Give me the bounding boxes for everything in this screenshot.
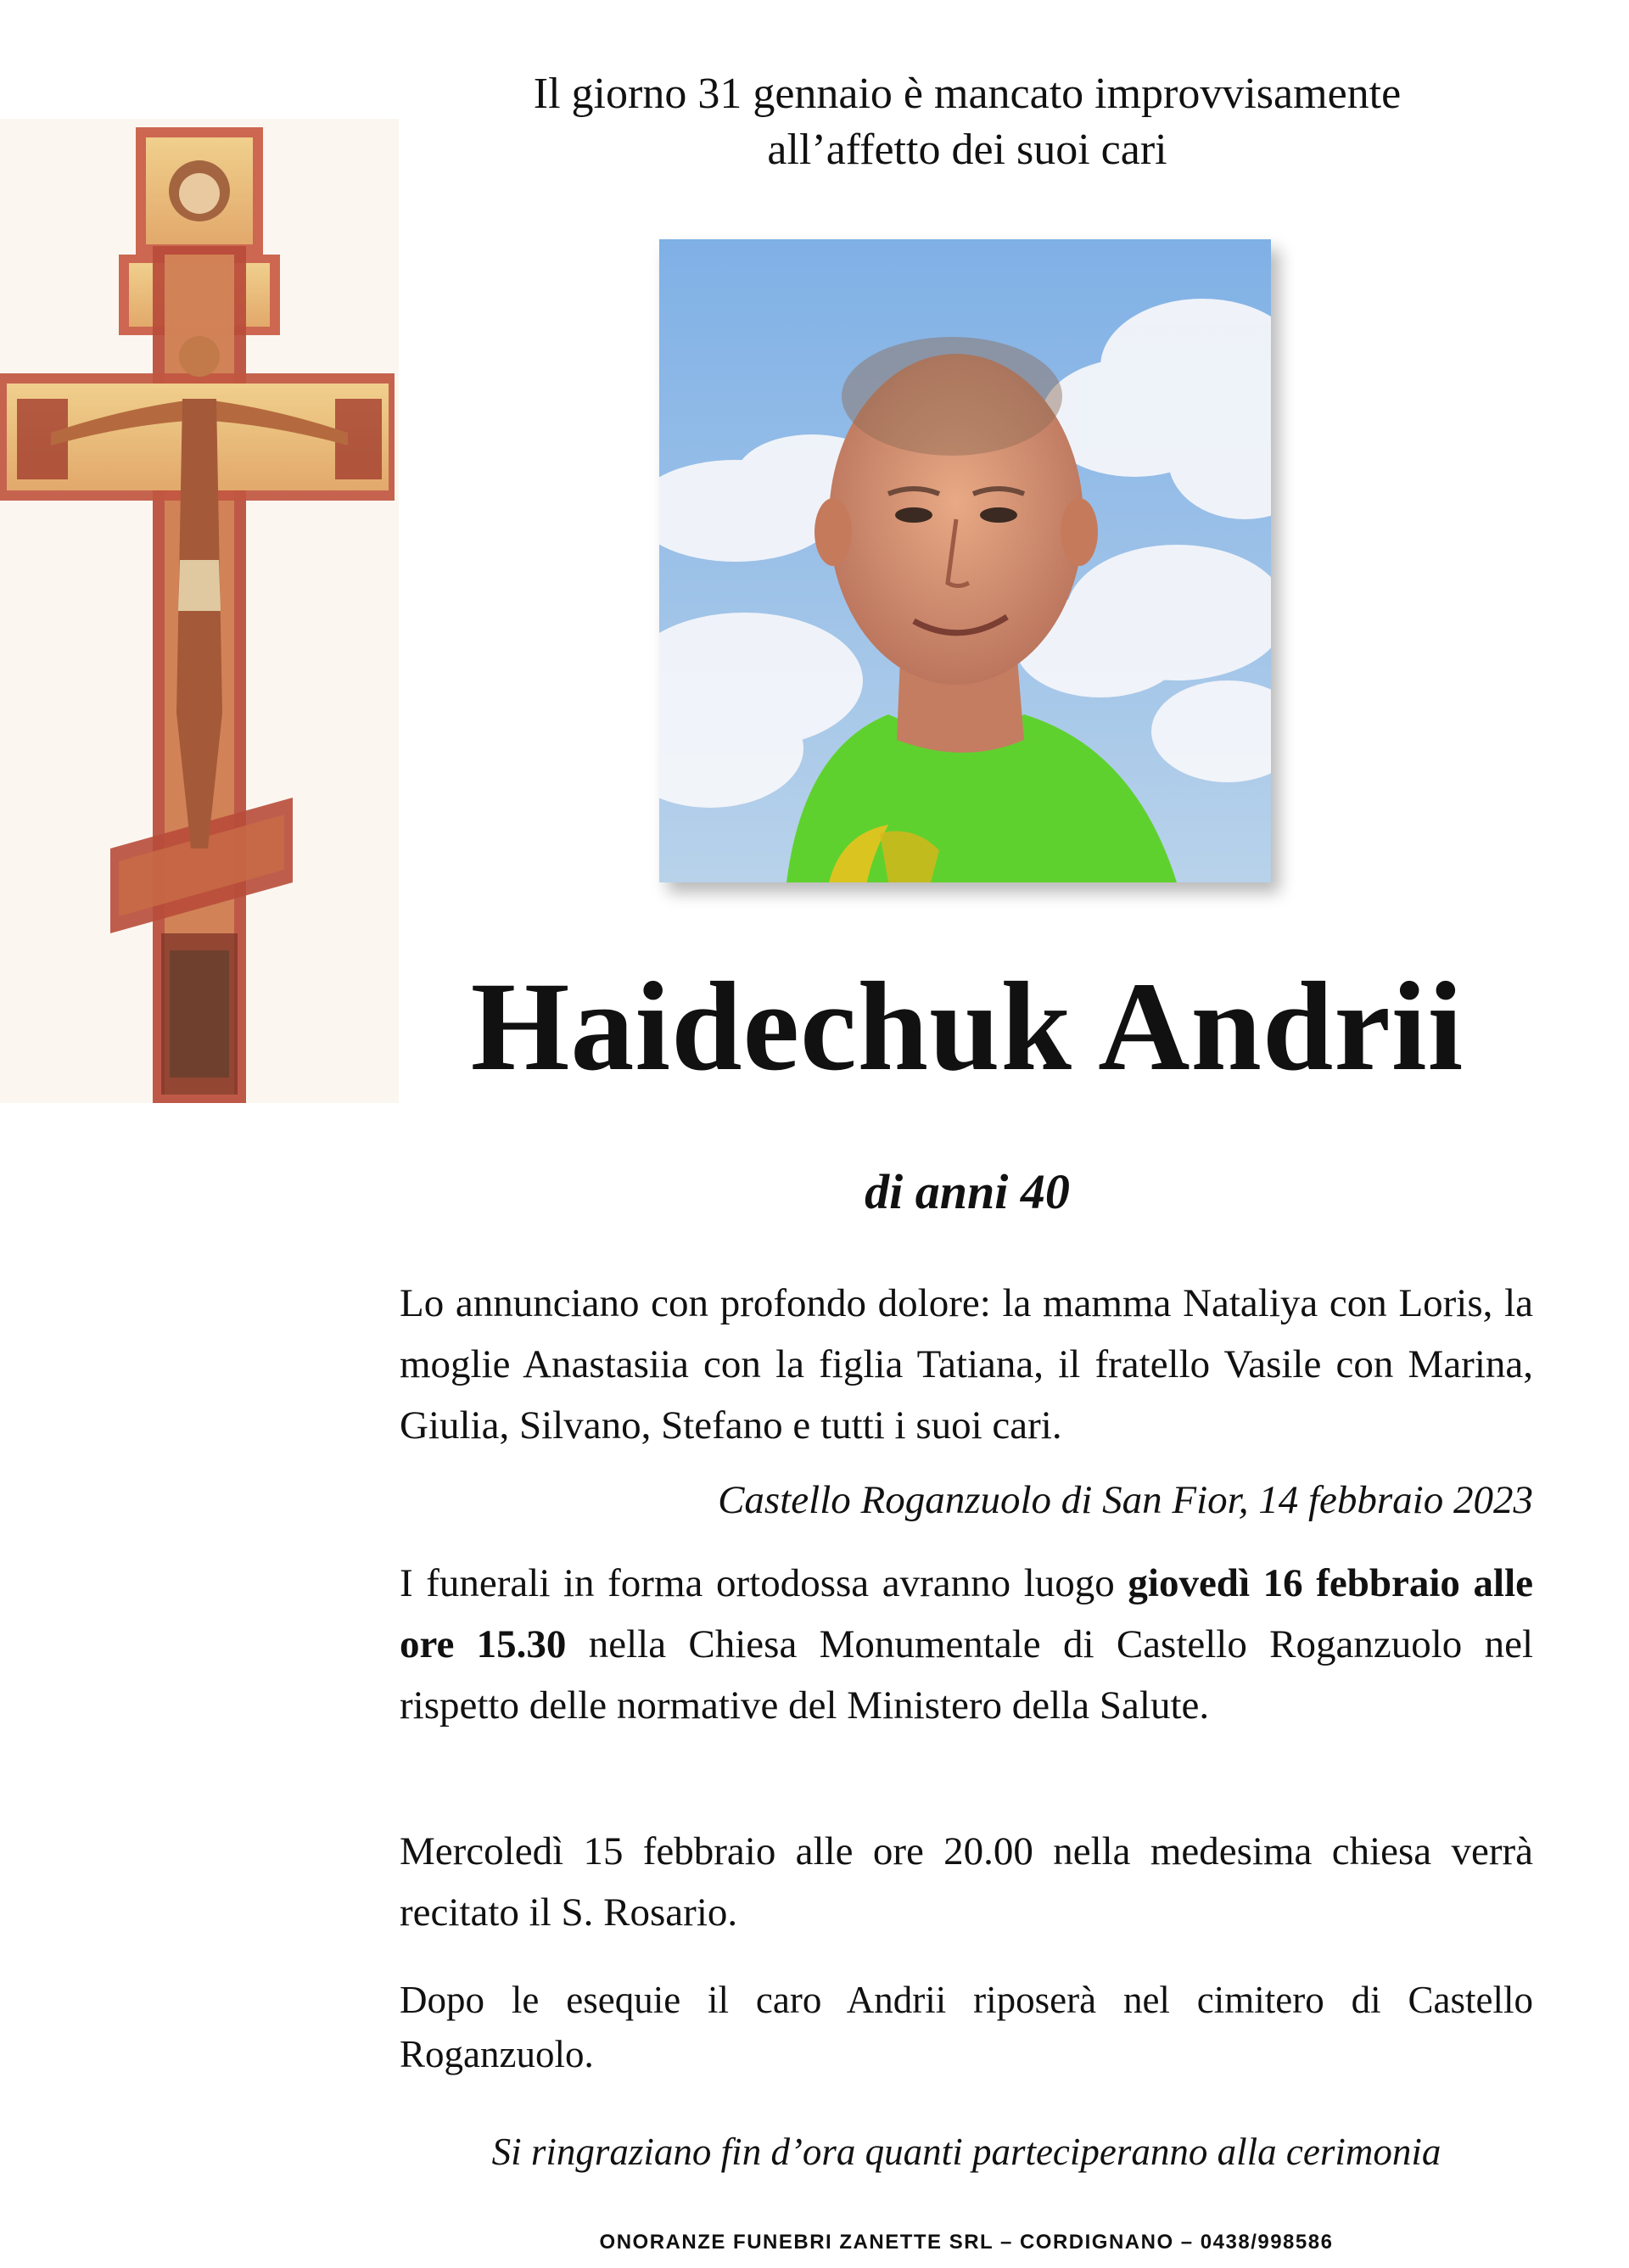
intro-line-1: Il giorno 31 gennaio è mancato improvvisamente bbox=[533, 70, 1402, 118]
orthodox-cross-icon bbox=[0, 119, 399, 1103]
burial-text: Dopo le esequie il caro Andrii riposerà nel cimitero di Castello Roganzuolo. bbox=[400, 1979, 1533, 2075]
place-date: Castello Roganzuolo di San Fior, 14 febbraio 2023 bbox=[718, 1478, 1533, 1522]
funeral-text-suffix: nella Chiesa Monumentale di Castello Roganzuolo nel rispetto delle normative del Ministero della Salute. bbox=[400, 1622, 1534, 1728]
deceased-name: Haidechuk Andrii bbox=[470, 956, 1464, 1097]
thanks-text: Si ringraziano fin d’ora quanti parteciperanno alla cerimonia bbox=[491, 2131, 1441, 2173]
portrait-photo bbox=[659, 239, 1271, 882]
deceased-age: di anni 40 bbox=[865, 1164, 1070, 1219]
funeral-home-footer: ONORANZE FUNEBRI ZANETTE SRL – CORDIGNANO – 0438/998586 bbox=[599, 2231, 1334, 2254]
funeral-details bbox=[400, 1553, 1533, 1736]
intro-text bbox=[399, 66, 1536, 178]
intro-line-2: all’affetto dei suoi cari bbox=[767, 126, 1167, 174]
funeral-text-prefix: I funerali in forma ortodossa avranno luogo bbox=[400, 1561, 1128, 1605]
announcement-text: Lo annunciano con profondo dolore: la mamma Nataliya con Loris, la moglie Anastasiia con la figlia Tatiana, il fratello Vasile con Marina, Giulia, Silvano, Stefano e tutti i suoi cari. bbox=[400, 1281, 1533, 1448]
rosary-text: Mercoledì 15 febbraio alle ore 20.00 nella medesima chiesa verrà recitato il S. Rosario. bbox=[400, 1829, 1533, 1935]
funeral-date-time: giovedì 16 febbraio alle ore 15.30 bbox=[400, 1561, 1534, 1666]
